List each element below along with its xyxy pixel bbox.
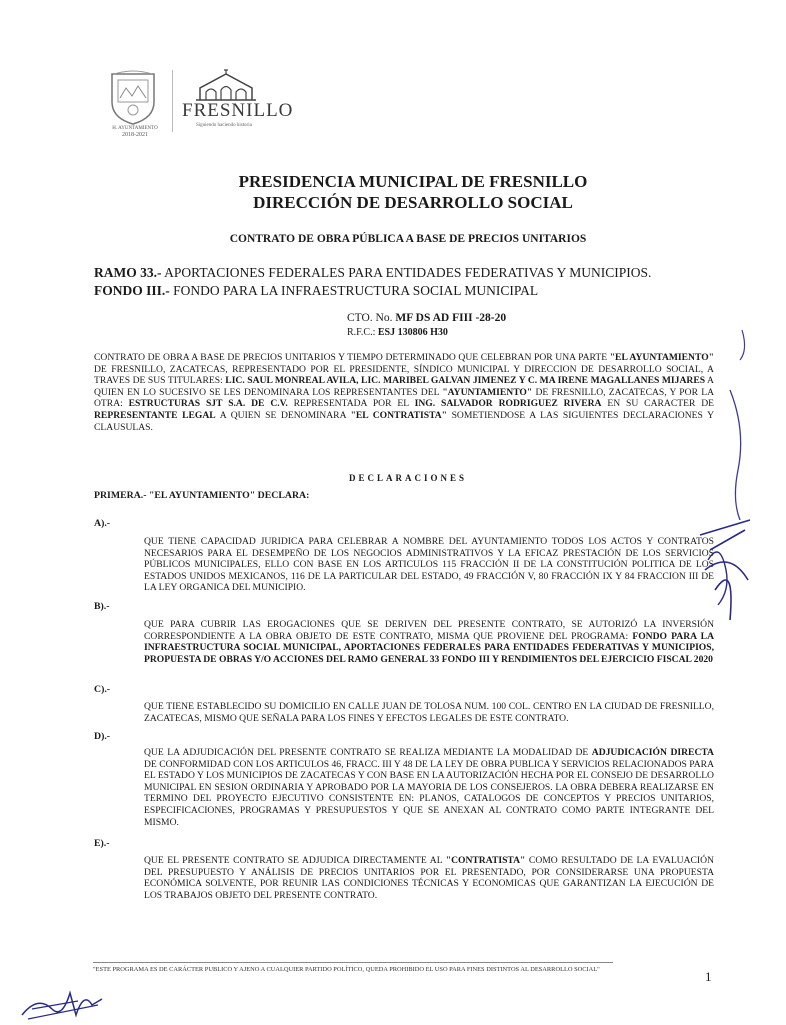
clause-e-body: COMO RESULTADO DE LA EVALUACIÓN DEL PRESUPUESTO Y ANÁLISIS DE PRECIOS UNITARIOS POR EL PRESENTADO, POR CONSIDERARSE UNA PROPUESTA ECONÓMICA SOLVENTE, POR REUNIR LAS CONDICIONES TÉCNICAS Y ECONOMICAS QUE GARANTIZAN LA EJECUCIÓN DE LOS TRABAJOS OBJETO DEL PRESENTE CONTRATO.	[144, 855, 714, 901]
signature-bottom-left	[18, 975, 108, 1025]
rfc-label: R.F.C.:	[347, 327, 378, 338]
rfc	[347, 327, 448, 338]
intro-text: CONTRATO DE OBRA A BASE DE PRECIOS UNITARIOS Y TIEMPO DETERMINADO QUE CELEBRAN POR UNA PARTE	[94, 352, 610, 363]
intro-bold: "EL CONTRATISTA"	[350, 409, 448, 421]
seal-caption	[100, 126, 170, 138]
clause-b-body: QUE PARA CUBRIR LAS EROGACIONES QUE SE DERIVEN DEL PRESENTE CONTRATO, SE AUTORIZÓ LA INVERSIÓN CORRESPONDIENTE A LA OBRA OBJETO DE ESTE CONTRATO, MISMA QUE PROVIENE DEL PROGRAMA:	[144, 619, 714, 642]
intro-text: A QUIEN EN LO SUCESIVO SE LES DENOMINARA LOS REPRESENTANTES DEL	[94, 375, 714, 398]
clause-b-text	[144, 619, 714, 665]
logo-divider	[172, 70, 173, 132]
clause-a-text: QUE TIENE CAPACIDAD JURIDICA PARA CELEBRAR A NOMBRE DEL AYUNTAMIENTO TODOS LOS ACTOS Y CONTRATOS NECESARIOS PARA EL DESEMPEÑO DE LOS NEGOCIOS ADMINISTRATIVOS Y LA EFICAZ PRESTACIÓN DE LOS SERVICIOS PÚBLICOS MUNICIPALES, ELLO CON BASE EN LOS ARTICULOS 115 FRACCIÓN II DE LA CONSTITUCIÓN POLITICA DE LOS ESTADOS UNIDOS MEXICANOS, 116 DE LA PARTICULAR DEL ESTADO, 49 FRACCIÓN V, 80 FRACCIÓN IX Y 84 FRACCION III DE LA LEY ORGANICA DEL MUNICIPIO.	[144, 536, 714, 594]
intro-paragraph	[94, 352, 714, 433]
clause-b-program: FONDO PARA LA INFRAESTRUCTURA SOCIAL MUNICIPAL, APORTACIONES FEDERALES PARA ENTIDADES FEDERATIVAS Y MUNICIPIOS, PROPUESTA DE OBRAS Y/O ACCIONES DEL RAMO GENERAL 33 FONDO III Y RENDIMIENTOS DEL EJERCICIO FISCAL 2020	[144, 630, 714, 665]
footer-note: "ESTE PROGRAMA ES DE CARÁCTER PUBLICO Y AJENO A CUALQUIER PARTIDO POLÍTICO, QUEDA PROHIBIDO EL USO PARA FINES DISTINTOS AL DESARROLLO SOCIAL"	[93, 966, 600, 973]
fondo-text: FONDO PARA LA INFRAESTRUCTURA SOCIAL MUNICIPAL	[169, 283, 539, 298]
fresnillo-logo-tagline: Siguiendo haciendo historia	[196, 123, 252, 128]
intro-text: DE FRESNILLO, ZACATECAS, Y POR LA OTRA:	[94, 386, 714, 410]
intro-bold: ESTRUCTURAS SJT S.A. DE C.V.	[128, 398, 288, 410]
signature-right	[690, 320, 760, 640]
cto-value: MF DS AD FIII -28-20	[395, 312, 507, 324]
clause-e-body: QUE EL PRESENTE CONTRATO SE ADJUDICA DIRECTAMENTE AL	[144, 855, 446, 866]
declarations-heading: DECLARACIONES	[348, 473, 467, 483]
clause-a-marker: A).-	[94, 518, 111, 529]
clause-d-text	[144, 747, 714, 828]
intro-text: SOMETIENDOSE A LAS SIGUIENTES DECLARACIONES Y CLAUSULAS.	[94, 409, 715, 433]
intro-text: A QUIEN SE DENOMINARA	[215, 409, 351, 421]
seal-caption-line2: 2018-2021	[122, 132, 148, 138]
municipal-seal-logo	[104, 68, 162, 126]
clause-e-text	[144, 855, 714, 901]
page-title: PRESIDENCIA MUNICIPAL DE FRESNILLO	[238, 172, 588, 191]
clause-d-body: QUE LA ADJUDICACIÓN DEL PRESENTE CONTRATO SE REALIZA MEDIANTE LA MODALIDAD DE	[144, 747, 592, 758]
fondo-label: FONDO III.-	[94, 283, 170, 298]
seal-caption-line1: H. AYUNTAMIENTO	[112, 126, 158, 131]
page-number: 1	[705, 969, 712, 984]
ramo-line	[94, 265, 714, 281]
clause-e-marker: E).-	[94, 838, 110, 849]
footer-rule	[93, 962, 613, 963]
fresnillo-logo-text: FRESNILLO	[182, 100, 294, 121]
rfc-value: ESJ 130806 H30	[377, 327, 448, 338]
contract-number	[347, 312, 506, 324]
intro-text: REPRESENTADA POR EL	[287, 398, 415, 410]
intro-bold: ING. SALVADOR RODRIGUEZ RIVERA	[414, 398, 602, 410]
intro-text: DE FRESNILLO, ZACATECAS, REPRESENTADO POR EL PRESIDENTE, SÍNDICO MUNICIPAL Y DIRECCION DE DESARROLLO SOCIAL, A TRAVES DE SUS TITULARES:	[94, 363, 714, 387]
primera-heading: PRIMERA.- "EL AYUNTAMIENTO" DECLARA:	[94, 490, 310, 501]
intro-bold: REPRESENTANTE LEGAL	[94, 409, 216, 421]
contract-type-heading: CONTRATO DE OBRA PÚBLICA A BASE DE PRECIOS UNITARIOS	[229, 233, 587, 245]
clause-d-marker: D).-	[94, 731, 111, 742]
cto-label: CTO. No.	[347, 312, 396, 324]
intro-bold: LIC. SAUL MONREAL AVILA, LIC. MARIBEL GALVAN JIMENEZ Y C. MA IRENE MAGALLANES MIJARES	[225, 375, 706, 387]
intro-bold: "EL AYUNTAMIENTO"	[609, 352, 714, 363]
clause-c-marker: C).-	[94, 684, 111, 695]
intro-bold: "AYUNTAMIENTO"	[442, 386, 533, 398]
page-subtitle: DIRECCIÓN DE DESARROLLO SOCIAL	[253, 193, 573, 212]
clause-c-text: QUE TIENE ESTABLECIDO SU DOMICILIO EN CALLE JUAN DE TOLOSA NUM. 100 COL. CENTRO EN LA CIUDAD DE FRESNILLO, ZACATECAS, MISMO QUE SEÑALA PARA LOS FINES Y EFECTOS LEGALES DE ESTE CONTRATO.	[144, 701, 714, 724]
clause-e-bold: "CONTRATISTA"	[445, 855, 526, 866]
clause-d-bold: ADJUDICACIÓN DIRECTA	[591, 747, 714, 758]
clause-b-marker: B).-	[94, 601, 110, 612]
clause-d-body: DE CONFORMIDAD CON LOS ARTICULOS 46, FRACC. III Y 48 DE LA LEY DE OBRA PUBLICA Y SERVICIOS RELACIONADOS PARA EL ESTADO Y LOS MUNICIPIOS DE ZACATECAS Y CON BASE EN LA AUTORIZACIÓN HECHA POR EL CONSEJO DE DESARROLLO MUNICIPAL EN SESION ORDINARIA Y APROBADO POR LA MAYORIA DE LOS CONSEJEROS. LA OBRA DEBERA REALIZARSE EN TERMINO DEL PROYECTO EJECUTIVO CONSISTENTE EN: PLANOS, CATALOGOS DE CONCEPTOS Y PRECIOS UNITARIOS, ESPECIFICACIONES, PROGRAMAS Y PRESUPUESTOS Y QUE SE ANEXAN AL CONTRATO COMO PARTE INTEGRANTE DEL MISMO.	[144, 758, 714, 828]
fondo-line	[94, 283, 714, 299]
ramo-label: RAMO 33.-	[94, 265, 162, 280]
ramo-text: APORTACIONES FEDERALES PARA ENTIDADES FEDERATIVAS Y MUNICIPIOS.	[161, 265, 652, 280]
intro-text: EN SU CARACTER DE	[601, 398, 715, 410]
